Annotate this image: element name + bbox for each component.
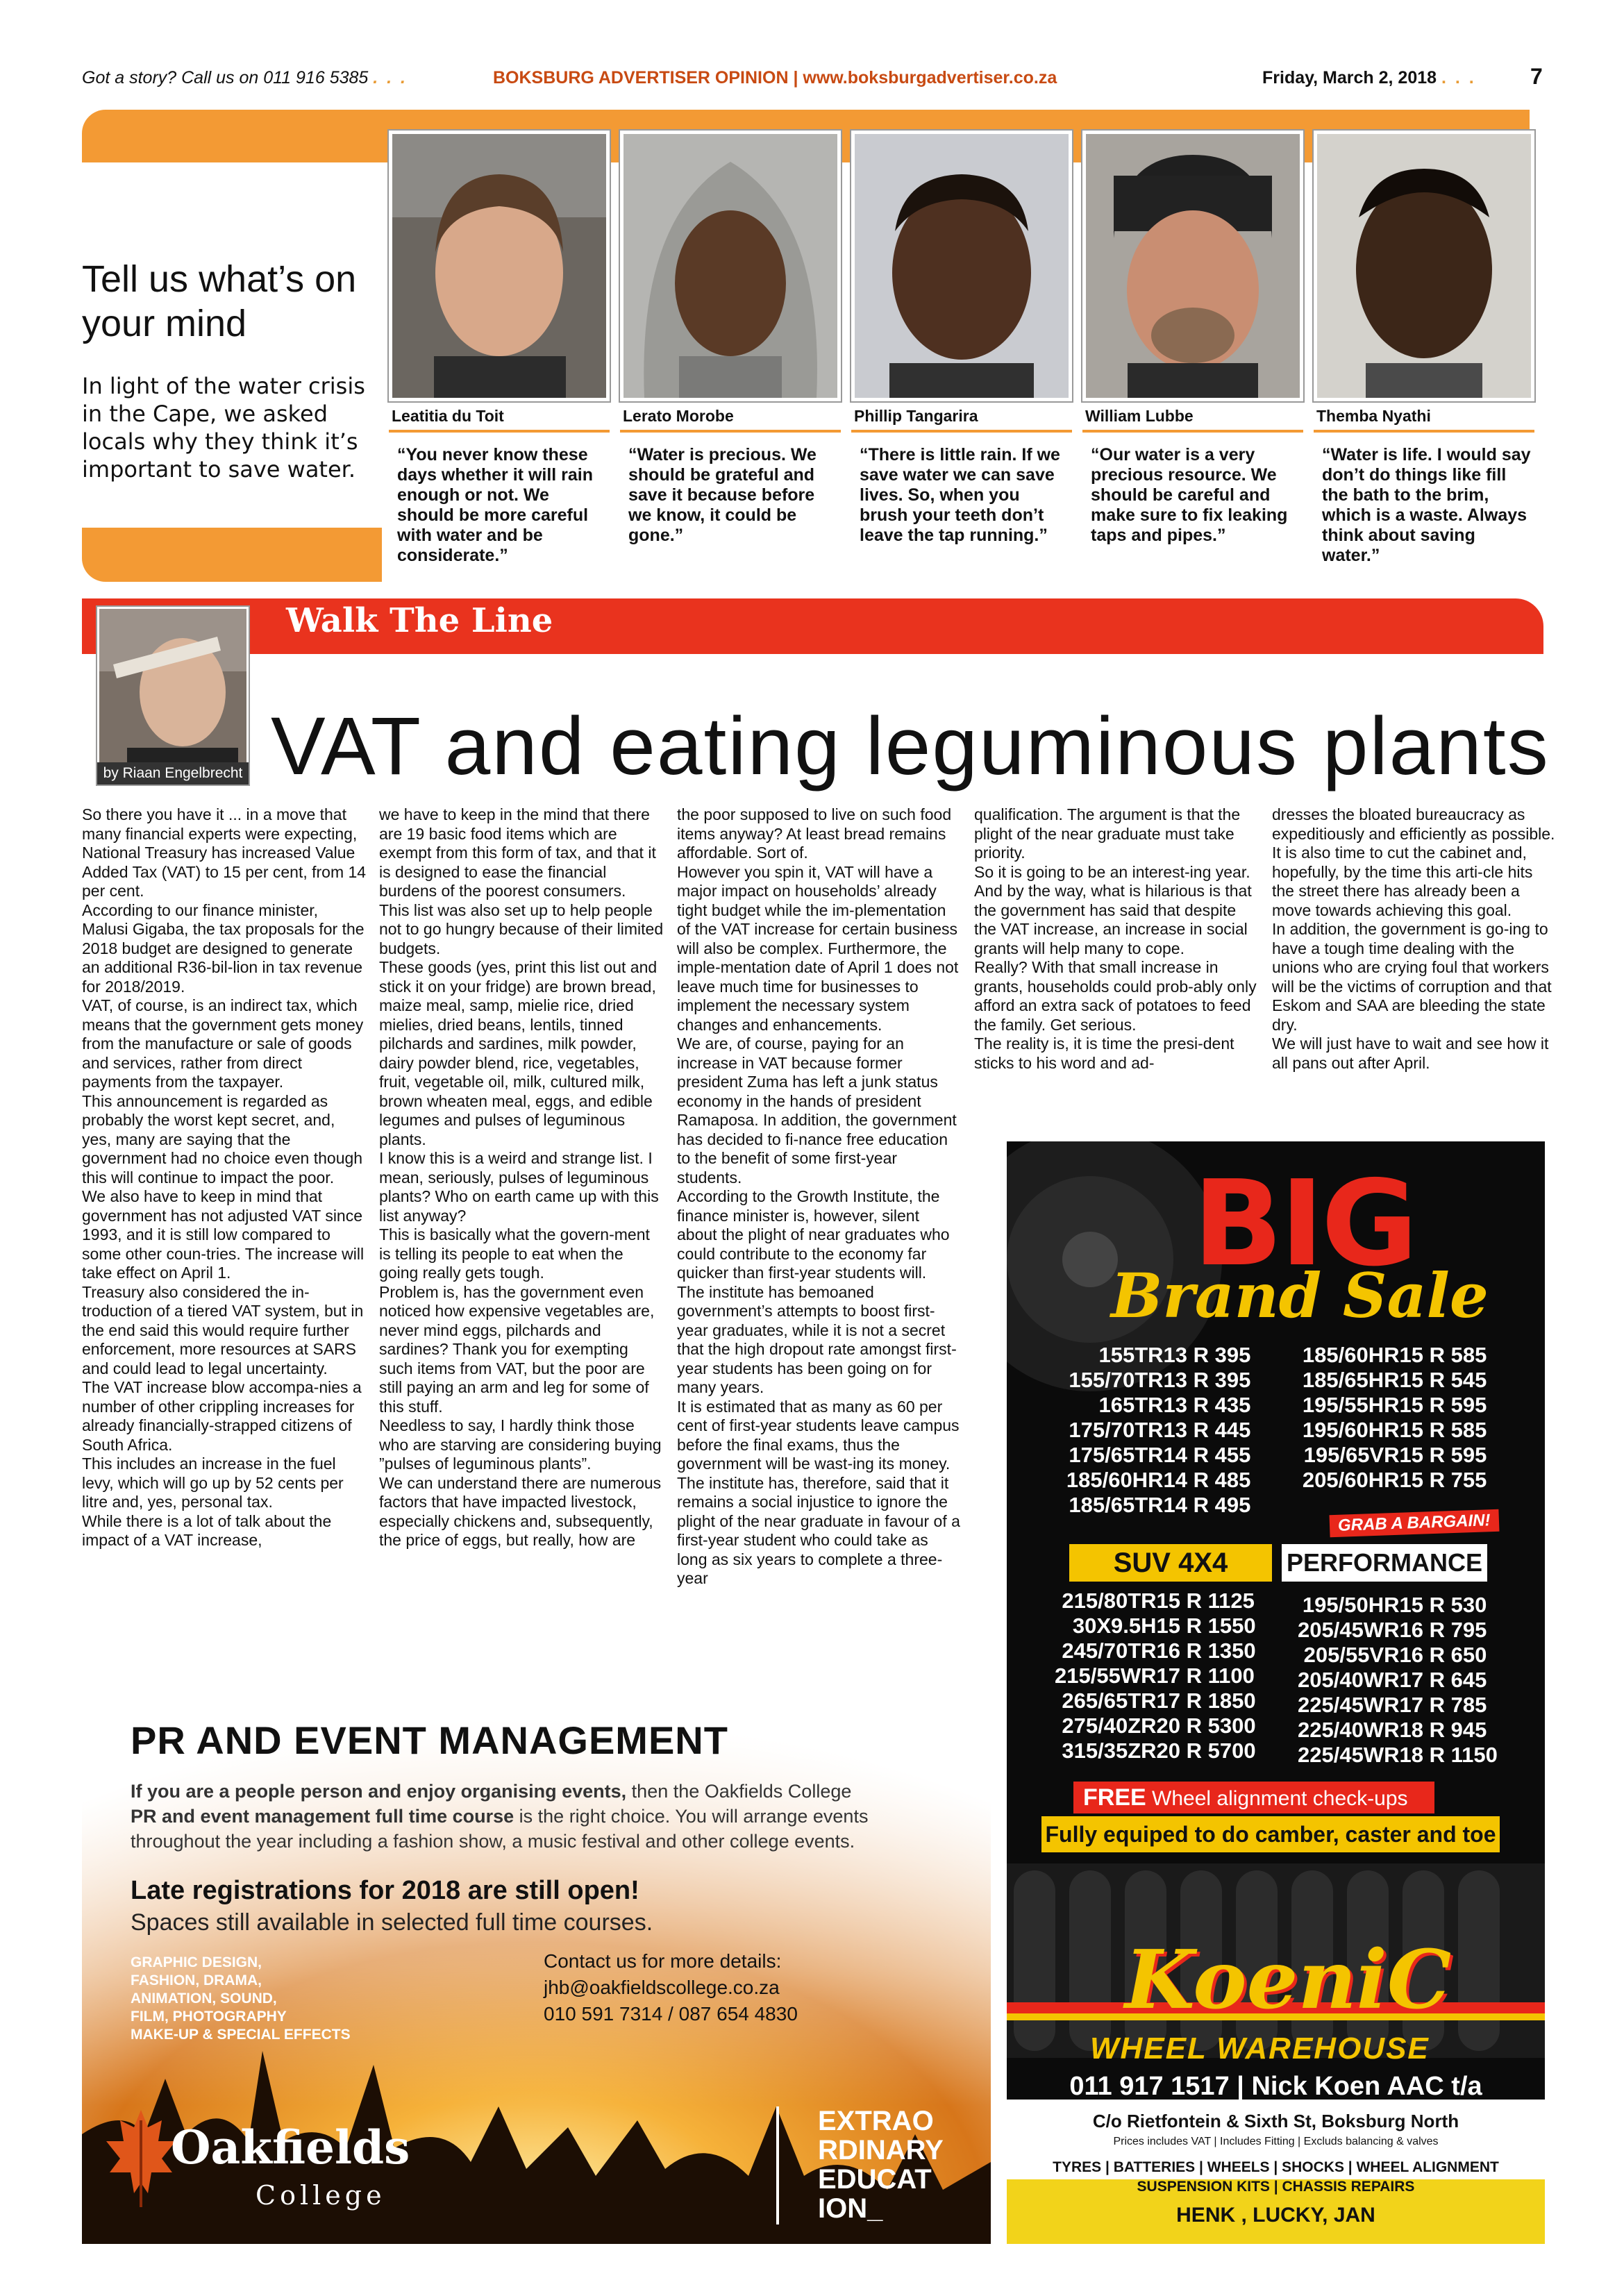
price-list-right — [1284, 1343, 1541, 1493]
article-paragraph: However you spin it, VAT will have a major impact on households’ already tight budget while the im-plementation of the VAT increase for certain business will also be complex. Furthermore, the imple-mentation date of April 1 does not leave much time for businesses to implement the necessary system changes and enhancements. — [677, 862, 959, 1034]
price-row: 185/60HR14 R 485 — [1066, 1468, 1251, 1492]
brand-sale-heading: Brand Sale — [1111, 1259, 1489, 1332]
article-paragraph: It is also time to cut the cabinet and, hopefully, by the time this arti-cle hits the street there has already been a move towards achieving this goal. — [1272, 844, 1533, 919]
college-logo-sub: College — [256, 2180, 386, 2211]
article-paragraph: VAT, of course, is an indirect tax, which means that the government gets money from the manufacture or sale of goods and services, rather from direct payments from the taxpayer. — [82, 996, 364, 1091]
person-name: William Lubbe — [1082, 407, 1303, 433]
article-paragraph: In addition, the government is go-ing to have a tough time dealing with the unions who are crying foul that workers will be the victims of corruption and that Eskom and SAA are bleeding the state dry. — [1272, 920, 1552, 1034]
article-paragraph: It is estimated that as many as 60 per cent of first-year students leave campus before the final exams, thus the government will be wast-ing its money. — [677, 1397, 960, 1473]
price-row: 205/55VR16 R 650 — [1303, 1643, 1487, 1667]
services-line: SUSPENSION KITS | CHASSIS REPAIRS — [1137, 2179, 1415, 2195]
header-section-title: BOKSBURG ADVERTISER OPINION | www.boksburgadvertiser.co.za — [493, 68, 1057, 87]
article-headline: VAT and eating leguminous plants — [271, 701, 1550, 792]
person-name: Leatitia du Toit — [389, 407, 610, 433]
vox-person — [1082, 131, 1303, 546]
advert-oakfields[interactable] — [82, 1690, 991, 2244]
vox-title: Tell us what’s on your mind — [82, 258, 357, 344]
byline: by Riaan Engelbrecht — [97, 762, 249, 785]
price-row: 225/40WR18 R 945 — [1298, 1718, 1487, 1742]
big-heading: BIG — [1193, 1155, 1416, 1293]
vox-person — [851, 131, 1072, 546]
article-paragraph: The VAT increase blow accompa-nies a number of other crippling increases for already financially-strapped citizens of South Africa. — [82, 1378, 362, 1454]
person-photo — [851, 131, 1072, 401]
vox-intro: In light of the water crisis in the Cape, we asked locals why they think it’s important to save water. — [82, 373, 365, 483]
services-line: TYRES | BATTERIES | WHEELS | SHOCKS | WHEEL ALIGNMENT — [1053, 2159, 1499, 2175]
store-address: C/o Rietfontein & Sixth St, Boksburg North — [1092, 2111, 1459, 2131]
article-paragraph: We are, of course, paying for an increase in VAT because former president Zuma has left a junk status economy in the hands of president Ramaposa. In addition, the government has decided to fi-nance free education to the benefit of some first-year students. — [677, 1034, 957, 1187]
header-date: Friday, March 2, 2018 . . . — [1262, 68, 1476, 87]
price-row: 195/50HR15 R 530 — [1302, 1593, 1487, 1617]
person-quote: “You never know these days whether it will rain enough or not. We should be more careful with water and be considerate.” — [397, 445, 594, 565]
vox-person — [1314, 131, 1534, 566]
free-alignment-banner: FREE Wheel alignment check-ups — [1073, 1782, 1434, 1813]
price-fine-print: Prices includes VAT | Includes Fitting | Excluds balancing & valves — [1113, 2136, 1439, 2147]
price-row: 195/65VR15 R 595 — [1303, 1443, 1487, 1467]
article-paragraph: I know this is a weird and strange list. I mean, seriously, pulses of leguminous plants? Who on earth came up with this list anyway? — [379, 1149, 659, 1225]
author-photo — [97, 607, 249, 785]
article-paragraph: We also have to keep in mind that government has not adjusted VAT since 1993, and it is still low compared to some other coun-tries. The increase will take effect on April 1. — [82, 1187, 365, 1282]
article-paragraph: Problem is, has the government even noticed how expensive vegetables are, never mind eggs, pilchards and sardines? Thank you for exempting such items from VAT, but the poor are still paying an arm and leg for some of this stuff. — [379, 1282, 655, 1416]
price-row: 225/45WR18 R 1150 — [1298, 1743, 1498, 1767]
person-name: Lerato Morobe — [620, 407, 841, 433]
article-paragraph: Really? With that small increase in grants, households could prob-ably only afford an extra sack of potatoes to feed the family. Get serious. — [974, 958, 1257, 1034]
advert-koenic[interactable] — [1007, 1141, 1545, 2244]
article-paragraph: the poor supposed to live on such food items anyway? At least bread remains affordable. Sort of. — [677, 805, 952, 862]
price-row: 185/65TR14 R 495 — [1069, 1493, 1251, 1517]
tagline-divider — [776, 2106, 779, 2224]
oak-leaf-icon — [103, 2106, 179, 2211]
advert-title: PR AND EVENT MANAGEMENT — [131, 1718, 728, 1762]
price-row: 195/55HR15 R 595 — [1302, 1393, 1487, 1417]
article-paragraph: So there you have it ... in a move that many financial experts were expecting, National Treasury has increased Value Added Tax (VAT) to 15 per cent, from 14 per cent. — [82, 805, 367, 900]
price-row: 155/70TR13 R 395 — [1069, 1368, 1251, 1392]
article-paragraph: According to the Growth Institute, the finance minister is, however, silent about the plight of near graduates who could contribute to the economy far quicker than first-year students will. — [677, 1187, 950, 1282]
person-name: Themba Nyathi — [1314, 407, 1534, 433]
price-row: 30X9.5H15 R 1550 — [1072, 1614, 1256, 1638]
price-row: 185/60HR15 R 585 — [1302, 1343, 1487, 1367]
article-paragraph: This includes an increase in the fuel levy, which will go up by 52 cents per litre and, yes, personal tax. — [82, 1455, 344, 1511]
staff-names: HENK , LUCKY, JAN — [1176, 2204, 1375, 2227]
price-row: 175/65TR14 R 455 — [1069, 1443, 1251, 1467]
person-photo — [389, 131, 610, 401]
page-number: 7 — [1530, 64, 1543, 89]
wheel-warehouse-logo: WHEEL WAREHOUSE — [1090, 2031, 1430, 2065]
suv-price-list — [1041, 1589, 1284, 1763]
price-row: 265/65TR17 R 1850 — [1062, 1689, 1256, 1713]
article-paragraph: we have to keep in the mind that there are 19 basic food items which are exempt from this form of tax, and that it is designed to ease the financial burdens of the poorest consumers. — [379, 805, 656, 900]
person-quote: “Water is life. I would say don’t do things like fill the bath to the brim, which is a waste. Always think about saving water.” — [1322, 445, 1531, 565]
price-row: 275/40ZR20 R 5300 — [1062, 1713, 1256, 1738]
price-row: 225/45WR17 R 785 — [1298, 1693, 1487, 1717]
vox-person — [620, 131, 841, 546]
course-list: GRAPHIC DESIGN, FASHION, DRAMA, ANIMATION, SOUND, FILM, PHOTOGRAPHY MAKE-UP & SPECIAL EFFECTS — [131, 1954, 351, 2043]
contact-details: Contact us for more details: jhb@oakfieldscollege.co.za 010 591 7314 / 087 654 4830 — [544, 1948, 798, 2027]
price-row: 315/35ZR20 R 5700 — [1062, 1738, 1256, 1763]
price-row: 205/60HR15 R 755 — [1302, 1468, 1487, 1492]
article-paragraph: While there is a lot of talk about the impact of a VAT increase, — [82, 1511, 332, 1549]
contact-phone: 010 591 7314 / 087 654 4830 — [544, 2003, 798, 2025]
person-photo — [1082, 131, 1303, 401]
vox-person — [389, 131, 610, 566]
koenic-logo: KoeniC — [1125, 1933, 1452, 2027]
performance-price-list — [1284, 1593, 1541, 1768]
article-paragraph: The institute has bemoaned government’s attempts to boost first-year graduates, while it is not a secret that the high dropout rate amongst first-year students has been going on for many years. — [677, 1282, 957, 1396]
article-column — [1272, 805, 1557, 1073]
price-row: 155TR13 R 395 — [1098, 1343, 1251, 1367]
article-paragraph: The institute has, therefore, said that it remains a social injustice to ignore the plight of the near graduate in favour of a first-year student who could take as long as six years to complete a three-year — [677, 1473, 960, 1587]
article-column — [82, 805, 367, 1550]
article-column — [677, 805, 962, 1589]
price-row: 175/70TR13 R 445 — [1069, 1418, 1251, 1442]
header-contact: Got a story? Call us on 011 916 5385 . . . — [82, 68, 408, 87]
price-row: 195/60HR15 R 585 — [1302, 1418, 1487, 1442]
article-column — [379, 805, 664, 1550]
price-row: 245/70TR16 R 1350 — [1062, 1639, 1256, 1663]
advert-description: If you are a people person and enjoy organising events, then the Oakfields College PR and event management full time course is the right choice. You will arrange events throughout the year including a fashion show, a music festival and other college events. — [131, 1781, 869, 1852]
article-paragraph: This is basically what the govern-ment is telling its people to eat when the going really gets tough. — [379, 1225, 650, 1282]
price-row: 205/40WR17 R 645 — [1298, 1668, 1487, 1692]
article-paragraph: These goods (yes, print this list out and stick it on your fridge) are brown bread, maize meal, samp, mielie rice, dried mielies, dried beans, lentils, tinned pilchards and sardines, milk powder, dairy powder blend, rice, vegetables, fruit, vegetable oil, milk, cultured milk, brown wheaten meal, eggs, and edible legumes and pulses of leguminous plants. — [379, 958, 658, 1148]
person-quote: “Water is precious. We should be grateful and save it because before we know, it could be gone.” — [628, 445, 817, 545]
article-paragraph: The reality is, it is time the presi-dent sticks to his word and ad- — [974, 1034, 1234, 1072]
college-logo-name: Oakfields — [171, 2120, 410, 2175]
article-paragraph: dresses the bloated bureaucracy as expeditiously and efficiently as possible. — [1272, 805, 1555, 843]
article-paragraph: Needless to say, I hardly think those who are starving are considering buying ”pulses of leguminous plants”. — [379, 1416, 662, 1473]
article-paragraph: This list was also set up to help people not to go hungry because of their limited budgets. — [379, 900, 664, 957]
section-title: Walk The Line — [286, 601, 553, 640]
price-list-left — [1048, 1343, 1284, 1518]
price-row: 185/65HR15 R 545 — [1302, 1368, 1487, 1392]
grab-a-bargain-badge: GRAB A BARGAIN! — [1330, 1509, 1500, 1537]
price-row: 165TR13 R 435 — [1098, 1393, 1251, 1417]
vox-panel-footer — [82, 528, 382, 582]
article-paragraph: This announcement is regarded as probably the worst kept secret, and, yes, many are saying that the government had no choice even though this will continue to impact the poor. — [82, 1091, 363, 1187]
person-photo — [1314, 131, 1534, 401]
person-quote: “There is little rain. If we save water we can save lives. So, when you brush your teeth don’t leave the tap running.” — [860, 445, 1060, 545]
person-quote: “Our water is a very precious resource. We should be careful and make sure to fix leaking taps and pipes.” — [1091, 445, 1288, 545]
tagline: EXTRAO RDINARY EDUCAT ION_ — [818, 2106, 944, 2224]
equipment-banner: Fully equiped to do camber, caster and toe — [1041, 1816, 1500, 1852]
article-paragraph: Treasury also considered the in-troduction of a tiered VAT system, but in the end said this would require further enforcement, more resources at SARS and could lead to legal uncertainty. — [82, 1282, 364, 1377]
price-row: 215/55WR17 R 1100 — [1055, 1664, 1255, 1688]
article-paragraph: qualification. The argument is that the plight of the near graduate must take priority. — [974, 805, 1241, 862]
article-paragraph: We can understand there are numerous factors that have impacted livestock, especially chickens and, subsequently, the price of eggs, but really, how are — [379, 1473, 662, 1549]
article-column — [974, 805, 1259, 1073]
performance-label: PERFORMANCE — [1282, 1544, 1487, 1582]
late-registration: Late registrations for 2018 are still open! — [131, 1876, 639, 1905]
suv-label: SUV 4X4 — [1069, 1544, 1272, 1582]
price-row: 215/80TR15 R 1125 — [1062, 1589, 1255, 1613]
spaces-available: Spaces still available in selected full time courses. — [131, 1909, 653, 1936]
person-name: Phillip Tangarira — [851, 407, 1072, 433]
contact-phone[interactable]: 011 917 1517 | Nick Koen AAC t/a — [1069, 2072, 1482, 2101]
price-row: 205/45WR16 R 795 — [1298, 1618, 1487, 1642]
article-paragraph: According to our finance minister, Malusi Gigaba, the tax proposals for the 2018 budget are designed to generate an additional R36-bil-lion in tax revenue for 2018/2019. — [82, 900, 365, 996]
article-paragraph: So it is going to be an interest-ing year. And by the way, what is hilarious is that the government has said that despite the VAT increase, an increase in social grants will help many to cope. — [974, 862, 1252, 957]
person-photo — [620, 131, 841, 401]
contact-email[interactable]: jhb@oakfieldscollege.co.za — [544, 1977, 780, 1998]
article-paragraph: We will just have to wait and see how it all pans out after April. — [1272, 1034, 1549, 1072]
